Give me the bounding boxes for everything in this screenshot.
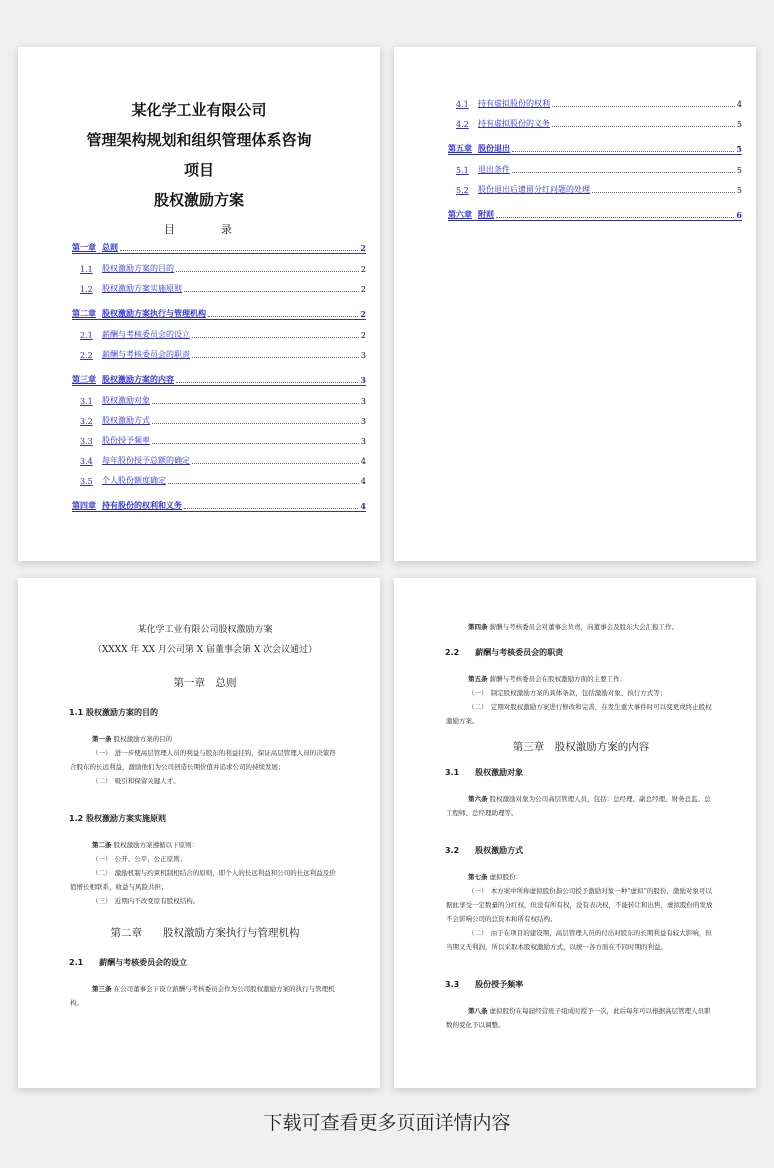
article-paragraph: 第四条 薪酬与考核委员会对董事会负责，向董事会及股东大会汇报工作。 <box>468 623 679 631</box>
toc-section-link[interactable] <box>72 386 366 406</box>
toc-number: 3.4 <box>80 457 93 466</box>
toc-entry-text: 股份授予频率 <box>102 436 150 445</box>
chapter-heading: 第二章 股权激励方案执行与管理机构 <box>110 927 300 939</box>
toc-entry-text: 总则 <box>102 242 118 252</box>
article-item: （一） 本方案中所称虚拟股份指公司授予激励对象一种“虚拟”的股份，激励对象可以据此享受一定数量的分红权，但没有所有权，没有表决权，不能转让和出售，虚拟股份的发放不会影响公司的总资本和所有权结构。 <box>446 887 713 923</box>
toc-entry-text: 股份退出后遗留分红问题的处理 <box>478 185 590 194</box>
chapter-heading: 第一章 总则 <box>173 677 237 689</box>
toc-number: 1.1 <box>80 265 93 274</box>
toc-chapter-link[interactable] <box>72 365 366 386</box>
toc-leader-dots <box>592 191 735 193</box>
toc-section-link[interactable] <box>72 320 366 340</box>
toc-entry-text: 股份退出 <box>478 143 510 153</box>
chapter-heading: 第三章 股权激励方案的内容 <box>512 741 650 753</box>
toc-leader-dots <box>192 356 359 358</box>
article-item: （二） 由于在项目的建设期，高层管理人员的付出对股东的长期利益有较大影响，但当期又无利润，所以采取本股权激励方式，以统一各方面在不同时期的利益。 <box>446 929 712 951</box>
cover-subject: 管理架构规划和组织管理体系咨询 <box>86 131 312 149</box>
article-paragraph: 第二条 股权激励方案遵循以下原则： <box>92 841 199 849</box>
table-of-contents-continued <box>448 89 742 221</box>
toc-entry-text: 薪酬与考核委员会的职责 <box>102 350 190 359</box>
toc-page-number: 5 <box>736 120 742 129</box>
toc-page-number: 4 <box>360 501 366 511</box>
section-heading: 3.2 股权激励方式 <box>445 846 524 855</box>
toc-chapter-link[interactable] <box>448 200 742 221</box>
toc-section-link[interactable] <box>72 274 366 294</box>
article-paragraph: 第一条 股权激励方案的目的 <box>92 735 173 743</box>
article-item: （二） 吸引和保留关键人才。 <box>92 777 180 785</box>
toc-page-number: 3 <box>360 375 366 385</box>
article-item: （三） 近期内不改变原有股权结构。 <box>92 897 200 905</box>
article-item: （二） 定期对股权激励方案进行修改和完善，在发生重大事件时可以变更或终止股权激励方案。 <box>446 703 712 725</box>
toc-number: 2.2 <box>80 351 93 360</box>
toc-number: 3.5 <box>80 477 93 486</box>
toc-page-number: 2 <box>360 243 366 253</box>
toc-leader-dots <box>552 105 735 107</box>
toc-section-link[interactable] <box>448 109 742 129</box>
toc-number: 第五章 <box>448 143 472 153</box>
toc-number: 3.2 <box>80 417 93 426</box>
toc-entry-text: 薪酬与考核委员会的设立 <box>102 330 190 339</box>
toc-leader-dots <box>208 315 358 317</box>
toc-chapter-link[interactable] <box>72 491 366 512</box>
toc-number: 第四章 <box>72 500 96 510</box>
toc-entry-text: 持有虚拟股份的义务 <box>478 119 550 128</box>
toc-section-link[interactable] <box>72 254 366 274</box>
toc-section-link[interactable] <box>72 426 366 446</box>
toc-entry-text: 每年股份授予总额的确定 <box>102 456 190 465</box>
toc-leader-dots <box>552 125 735 127</box>
toc-entry-text: 个人股份额度确定 <box>102 476 166 485</box>
doc-subtitle: （XXXX 年 XX 月公司第 X 届董事会第 X 次会议通过） <box>92 645 318 655</box>
toc-page-number: 3 <box>360 437 366 446</box>
toc-entry-text: 股权激励方案的内容 <box>102 374 174 384</box>
toc-entry-text: 股权激励方案的目的 <box>102 264 174 273</box>
toc-number: 第二章 <box>72 308 96 318</box>
toc-number: 4.2 <box>456 120 469 129</box>
download-more-caption[interactable]: 下载可查看更多页面详情内容 <box>263 1112 511 1134</box>
toc-chapter-link[interactable] <box>72 233 366 254</box>
section-heading: 1.2 股权激励方案实施原则 <box>69 814 166 823</box>
toc-page-number: 4 <box>360 477 366 486</box>
toc-chapter-link[interactable] <box>448 134 742 155</box>
toc-section-link[interactable] <box>448 89 742 109</box>
article-item: （一） 制定股权激励方案的具体条款，包括激励对象、执行方式等； <box>468 689 667 697</box>
toc-leader-dots <box>176 381 358 383</box>
toc-leader-dots <box>192 462 359 464</box>
toc-entry-text: 股权激励对象 <box>102 396 150 405</box>
section-heading: 2.1 薪酬与考核委员会的设立 <box>69 958 188 967</box>
article-item: （一） 进一步使高层管理人员的利益与股东的利益挂钩，保证高层管理人员的决策符合股东的长远利益，激励他们为公司创造长期价值并追求公司的持续发展； <box>70 749 336 771</box>
article-item: （二） 激励机制与约束机制相结合的原则，即个人的长远利益和公司的长远利益及价值增长相联系，收益与风险共担； <box>70 869 336 891</box>
toc-leader-dots <box>168 482 359 484</box>
section-heading: 3.1 股权激励对象 <box>445 768 524 777</box>
toc-page-number: 5 <box>736 166 742 175</box>
toc-number: 4.1 <box>456 100 469 109</box>
toc-entry-text: 股权激励方式 <box>102 416 150 425</box>
cover-doc-title: 股权激励方案 <box>153 191 244 209</box>
table-of-contents <box>72 233 366 512</box>
article-paragraph: 第六条 股权激励对象为公司高层管理人员，包括：总经理、副总经理、财务总监、总工程师、总经理助理等。 <box>446 795 711 817</box>
toc-leader-dots <box>152 422 359 424</box>
toc-page-number: 2 <box>360 265 366 274</box>
toc-chapter-link[interactable] <box>72 299 366 320</box>
toc-section-link[interactable] <box>72 446 366 466</box>
toc-number: 第一章 <box>72 242 96 252</box>
toc-leader-dots <box>496 216 734 218</box>
article-paragraph: 第五条 薪酬与考核委员会在股权激励方面的主要工作： <box>468 675 627 683</box>
toc-number: 3.1 <box>80 397 93 406</box>
document-page-toc-continued <box>394 47 756 561</box>
toc-page-number: 2 <box>360 331 366 340</box>
toc-number: 第三章 <box>72 374 96 384</box>
toc-page-number: 2 <box>360 285 366 294</box>
toc-leader-dots <box>184 507 358 509</box>
toc-leader-dots <box>152 402 359 404</box>
toc-leader-dots <box>512 150 734 152</box>
toc-number: 5.1 <box>456 166 469 175</box>
cover-project: 项目 <box>183 161 214 179</box>
toc-heading-1: 目 <box>164 223 177 236</box>
toc-page-number: 5 <box>736 144 742 154</box>
toc-page-number: 2 <box>360 309 366 319</box>
toc-page-number: 5 <box>736 186 742 195</box>
article-paragraph: 第三条 在公司董事会下设立薪酬与考核委员会作为公司股权激励方案的执行与管理机构。 <box>70 985 335 1007</box>
document-page-cover <box>18 47 380 561</box>
toc-section-link[interactable] <box>448 155 742 175</box>
toc-page-number: 3 <box>360 351 366 360</box>
section-heading: 3.3 股份授予频率 <box>445 980 524 989</box>
toc-entry-text: 附则 <box>478 209 494 219</box>
toc-leader-dots <box>176 270 359 272</box>
document-page-body-1 <box>18 578 380 1088</box>
article-paragraph: 第七条 虚拟股份： <box>468 873 523 881</box>
company-name: 某化学工业有限公司 <box>131 101 267 119</box>
toc-leader-dots <box>152 442 359 444</box>
toc-leader-dots <box>184 290 359 292</box>
toc-section-link[interactable] <box>72 466 366 486</box>
toc-leader-dots <box>192 336 359 338</box>
toc-section-link[interactable] <box>72 340 366 360</box>
toc-leader-dots <box>512 171 735 173</box>
toc-entry-text: 退出条件 <box>478 165 510 174</box>
toc-page-number: 6 <box>736 210 742 220</box>
document-page-body-2 <box>394 578 756 1088</box>
toc-entry-text: 股权激励方案实施原则 <box>102 284 182 293</box>
doc-title: 某化学工业有限公司股权激励方案 <box>137 625 273 635</box>
toc-section-link[interactable] <box>72 406 366 426</box>
toc-number: 1.2 <box>80 285 93 294</box>
toc-heading-2: 录 <box>221 223 234 236</box>
toc-page-number: 3 <box>360 397 366 406</box>
section-heading: 1.1 股权激励方案的目的 <box>69 708 158 717</box>
section-heading: 2.2 薪酬与考核委员会的职责 <box>445 648 564 657</box>
toc-section-link[interactable] <box>448 175 742 195</box>
toc-number: 3.3 <box>80 437 93 446</box>
cover-title-block <box>18 95 380 215</box>
toc-page-number: 4 <box>736 100 742 109</box>
toc-leader-dots <box>120 249 358 251</box>
toc-number: 2.1 <box>80 331 93 340</box>
toc-number: 第六章 <box>448 209 472 219</box>
article-item: （一） 公开、公平、公正原则； <box>92 855 187 863</box>
toc-page-number: 3 <box>360 417 366 426</box>
toc-entry-text: 股权激励方案执行与管理机构 <box>102 308 206 318</box>
toc-entry-text: 持有股份的权利和义务 <box>102 500 182 510</box>
article-paragraph: 第八条 虚拟股份在每届经营班子组成时授予一次，此后每年可以根据高层管理人员职数的变化予以调整。 <box>446 1007 711 1029</box>
toc-number: 5.2 <box>456 186 469 195</box>
toc-entry-text: 持有虚拟股份的权利 <box>478 99 550 108</box>
toc-page-number: 4 <box>360 457 366 466</box>
